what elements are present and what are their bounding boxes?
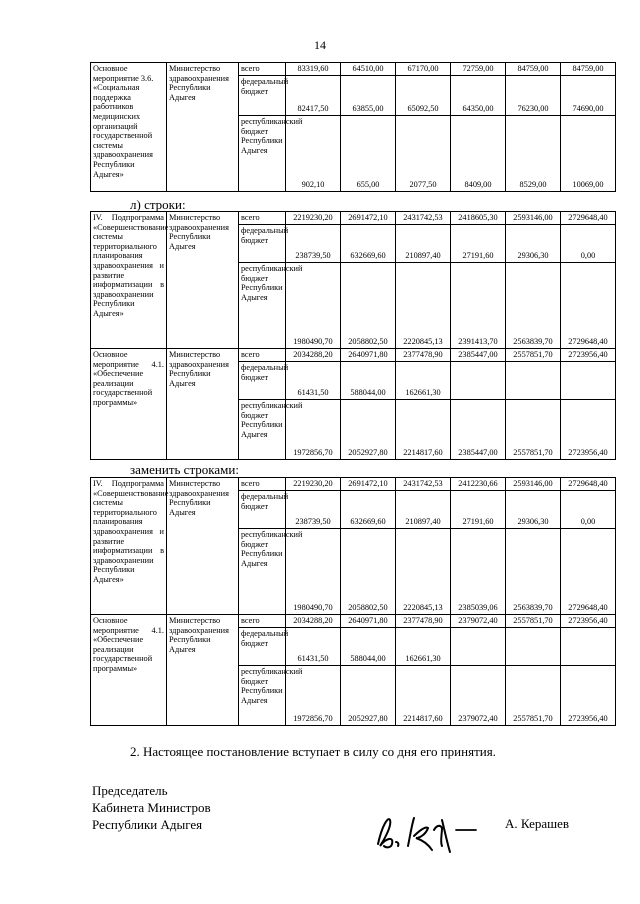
value-cell: 2058802,50 [341, 263, 396, 349]
source-label: федеральный бюджет [239, 225, 286, 263]
signatory-name: А. Керашев [505, 816, 570, 831]
value-cell: 238739,50 [286, 225, 341, 263]
value-cell: 2214817,60 [396, 666, 451, 726]
source-label: республиканский бюджет Республики Адыгея [239, 116, 286, 192]
organization: Министерство здравоохранения Республики Адыгея [167, 478, 239, 615]
source-label: всего [239, 615, 286, 628]
value-cell: 2077,50 [396, 116, 451, 192]
source-label: республиканский бюджет Республики Адыгея [239, 263, 286, 349]
value-cell: 8529,00 [506, 116, 561, 192]
value-cell: 2691472,10 [341, 478, 396, 491]
value-cell: 84759,00 [506, 63, 561, 76]
value-cell: 632669,60 [341, 225, 396, 263]
value-cell: 2691472,10 [341, 212, 396, 225]
value-cell: 2723956,40 [561, 400, 616, 460]
value-cell: 27191,60 [451, 225, 506, 263]
value-cell: 2385447,00 [451, 400, 506, 460]
source-label: всего [239, 349, 286, 362]
value-cell: 2219230,20 [286, 478, 341, 491]
source-label: всего [239, 63, 286, 76]
value-cell: 64510,00 [341, 63, 396, 76]
value-cell: 2563839,70 [506, 263, 561, 349]
value-cell: 588044,00 [341, 628, 396, 666]
handwritten-signature [370, 806, 480, 856]
source-label: всего [239, 478, 286, 491]
value-cell: 2220845,13 [396, 529, 451, 615]
value-cell: 65092,50 [396, 76, 451, 116]
value-cell: 1972856,70 [286, 400, 341, 460]
value-cell: 2391413,70 [451, 263, 506, 349]
page-number: 14 [314, 38, 326, 52]
value-cell [561, 362, 616, 400]
source-label: федеральный бюджет [239, 491, 286, 529]
measure-name: Основное мероприятие 4.1. «Обеспечение реализации государственной программы» [91, 615, 167, 726]
signatory-title-line: Председатель [92, 783, 168, 798]
source-label: федеральный бюджет [239, 628, 286, 666]
signatory-title [92, 782, 211, 833]
value-cell: 2385447,00 [451, 349, 506, 362]
value-cell [506, 362, 561, 400]
value-cell: 84759,00 [561, 63, 616, 76]
source-label: федеральный бюджет [239, 362, 286, 400]
value-cell: 1980490,70 [286, 263, 341, 349]
value-cell: 632669,60 [341, 491, 396, 529]
value-cell: 10069,00 [561, 116, 616, 192]
value-cell: 2379072,40 [451, 615, 506, 628]
measure-name: Основное мероприятие 4.1. «Обеспечение реализации государственной программы» [91, 349, 167, 460]
value-cell: 76230,00 [506, 76, 561, 116]
value-cell: 2412230,66 [451, 478, 506, 491]
value-cell: 162661,30 [396, 628, 451, 666]
value-cell: 2640971,80 [341, 615, 396, 628]
signatory-title-line: Республики Адыгея [92, 817, 203, 832]
value-cell: 2557851,70 [506, 666, 561, 726]
value-cell: 61431,50 [286, 628, 341, 666]
value-cell: 2377478,90 [396, 349, 451, 362]
table-new-rows [90, 477, 616, 726]
value-cell: 2729648,40 [561, 212, 616, 225]
value-cell [451, 628, 506, 666]
value-cell: 2729648,40 [561, 263, 616, 349]
section-heading-old: л) строки: [130, 197, 186, 212]
value-cell: 2723956,40 [561, 615, 616, 628]
value-cell: 2557851,70 [506, 615, 561, 628]
value-cell: 61431,50 [286, 362, 341, 400]
source-label: республиканский бюджет Республики Адыгея [239, 666, 286, 726]
source-label: всего [239, 212, 286, 225]
value-cell: 2431742,53 [396, 478, 451, 491]
value-cell [451, 362, 506, 400]
value-cell: 238739,50 [286, 491, 341, 529]
value-cell: 64350,00 [451, 76, 506, 116]
value-cell: 2593146,00 [506, 478, 561, 491]
value-cell: 2729648,40 [561, 529, 616, 615]
organization: Министерство здравоохранения Республики Адыгея [167, 349, 239, 460]
organization: Министерство здравоохранения Республики Адыгея [167, 63, 239, 192]
value-cell: 27191,60 [451, 491, 506, 529]
value-cell: 162661,30 [396, 362, 451, 400]
value-cell: 2052927,80 [341, 666, 396, 726]
measure-name: Основное мероприятие 3.6. «Социальная поддержка работников медицинских организаций государственной системы здравоохранения Республики Адыгея» [91, 63, 167, 192]
value-cell: 210897,40 [396, 225, 451, 263]
source-label: республиканский бюджет Республики Адыгея [239, 400, 286, 460]
value-cell: 588044,00 [341, 362, 396, 400]
value-cell: 72759,00 [451, 63, 506, 76]
value-cell: 2557851,70 [506, 400, 561, 460]
value-cell: 82417,50 [286, 76, 341, 116]
value-cell: 8409,00 [451, 116, 506, 192]
value-cell: 67170,00 [396, 63, 451, 76]
source-label: республиканский бюджет Республики Адыгея [239, 529, 286, 615]
value-cell: 2385039,06 [451, 529, 506, 615]
subprogram-name: IV. Подпрограмма «Совершенствование системы территориального планирования здравоохранения и развитие информатизации в здравоохранении Республики Адыгея» [91, 212, 167, 349]
value-cell: 2729648,40 [561, 478, 616, 491]
effective-date-paragraph: 2. Настоящее постановление вступает в силу со дня его принятия. [130, 744, 496, 759]
source-label: федеральный бюджет [239, 76, 286, 116]
value-cell: 2214817,60 [396, 400, 451, 460]
table-social-support [90, 62, 616, 192]
value-cell: 2723956,40 [561, 349, 616, 362]
value-cell: 83319,60 [286, 63, 341, 76]
value-cell [506, 628, 561, 666]
value-cell: 2593146,00 [506, 212, 561, 225]
value-cell [561, 628, 616, 666]
value-cell: 0,00 [561, 225, 616, 263]
value-cell: 74690,00 [561, 76, 616, 116]
value-cell: 2052927,80 [341, 400, 396, 460]
value-cell: 2034288,20 [286, 349, 341, 362]
value-cell: 2219230,20 [286, 212, 341, 225]
value-cell: 2723956,40 [561, 666, 616, 726]
value-cell: 2563839,70 [506, 529, 561, 615]
value-cell: 2557851,70 [506, 349, 561, 362]
organization: Министерство здравоохранения Республики Адыгея [167, 615, 239, 726]
value-cell: 2220845,13 [396, 263, 451, 349]
table-old-rows [90, 211, 616, 460]
value-cell: 1972856,70 [286, 666, 341, 726]
value-cell: 2058802,50 [341, 529, 396, 615]
value-cell: 1980490,70 [286, 529, 341, 615]
value-cell: 0,00 [561, 491, 616, 529]
subprogram-name: IV. Подпрограмма «Совершенствование системы территориального планирования здравоохранения и развитие информатизации в здравоохранении Республики Адыгея» [91, 478, 167, 615]
section-heading-new: заменить строками: [130, 462, 239, 477]
value-cell: 2418605,30 [451, 212, 506, 225]
value-cell: 2377478,90 [396, 615, 451, 628]
value-cell: 2034288,20 [286, 615, 341, 628]
value-cell: 63855,00 [341, 76, 396, 116]
value-cell: 2431742,53 [396, 212, 451, 225]
value-cell: 29306,30 [506, 225, 561, 263]
organization: Министерство здравоохранения Республики Адыгея [167, 212, 239, 349]
value-cell: 655,00 [341, 116, 396, 192]
value-cell: 210897,40 [396, 491, 451, 529]
value-cell: 2640971,80 [341, 349, 396, 362]
signatory-title-line: Кабинета Министров [92, 800, 211, 815]
value-cell: 902,10 [286, 116, 341, 192]
value-cell: 2379072,40 [451, 666, 506, 726]
value-cell: 29306,30 [506, 491, 561, 529]
